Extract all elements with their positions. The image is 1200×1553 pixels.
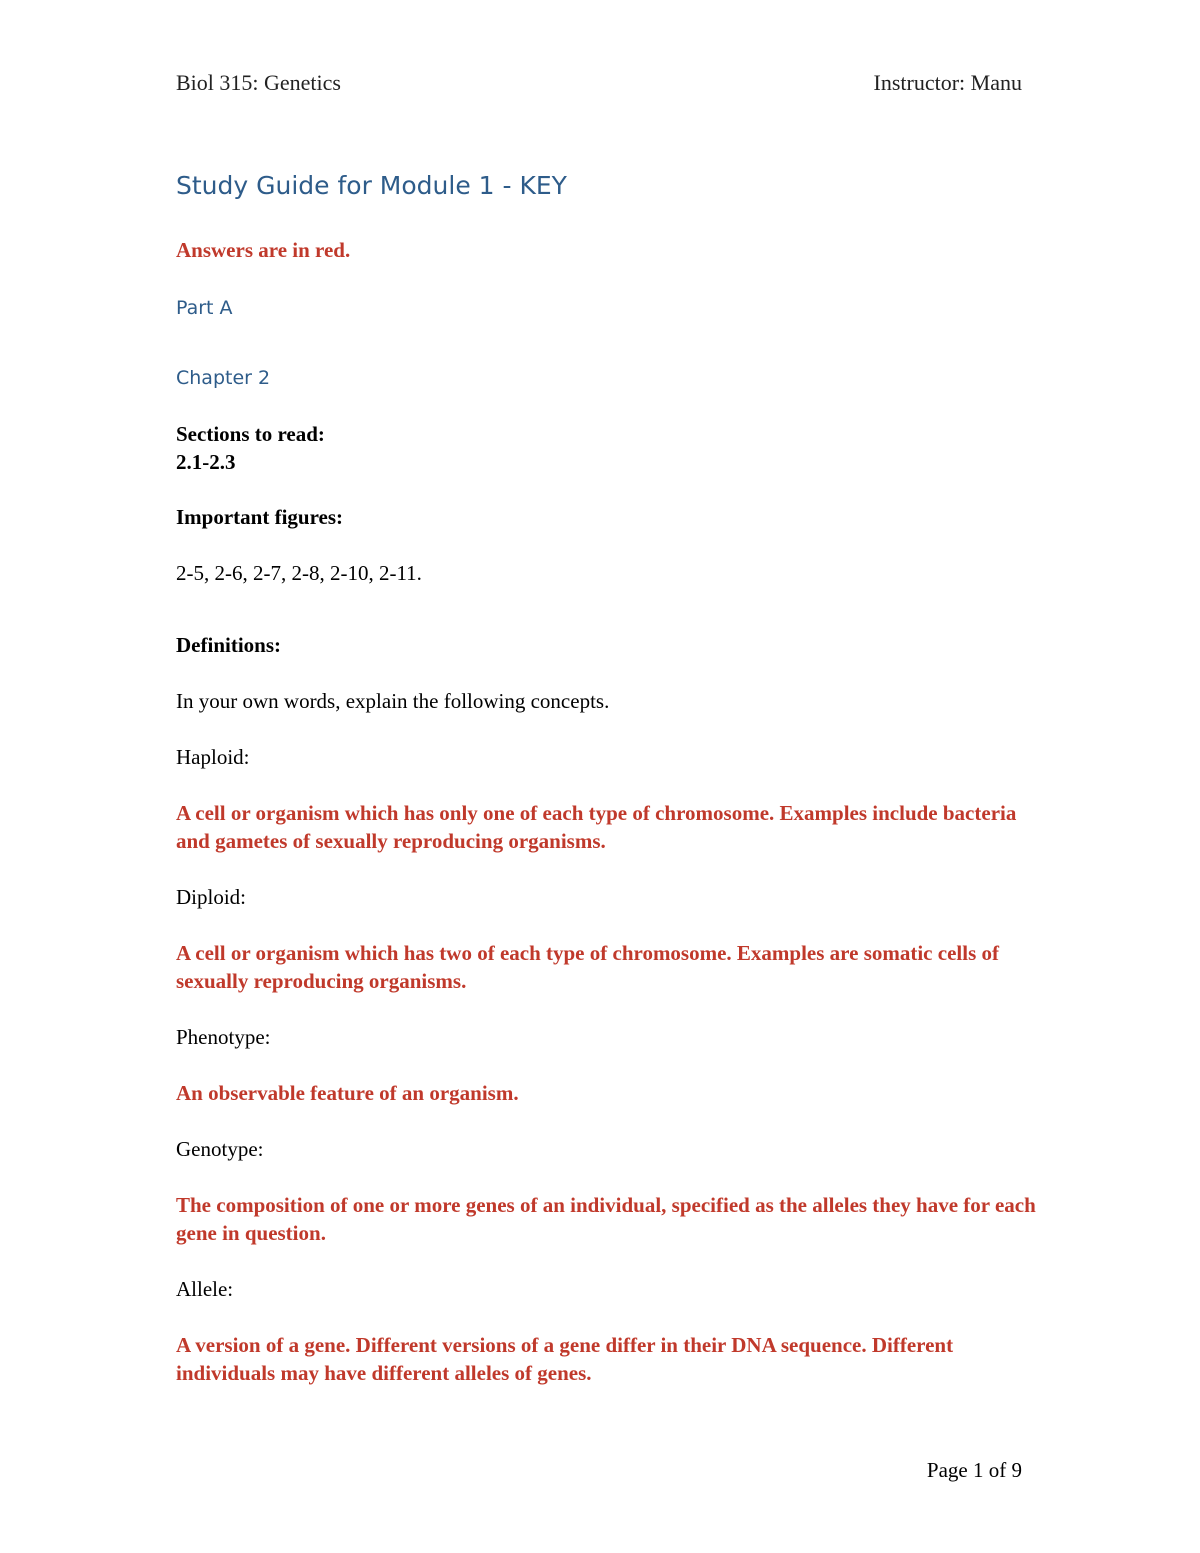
definition-term: Genotype: [176,1137,264,1161]
definition-answer: A cell or organism which has two of each type of chromosome. Examples are somatic cells of sexually reproducing organisms. [176,941,999,993]
figures-value: 2-5, 2-6, 2-7, 2-8, 2-10, 2-11. [176,561,422,585]
document-body [176,166,1036,1387]
document-title: Study Guide for Module 1 - KEY [176,171,567,200]
definitions-label: Definitions: [176,633,281,657]
header-instructor: Instructor: Manu [873,70,1022,95]
chapter-heading: Chapter 2 [176,367,271,389]
definition-answer: A version of a gene. Different versions of a gene differ in their DNA sequence. Different individuals may have different alleles of genes. [176,1333,954,1385]
definition-answer: A cell or organism which has only one of each type of chromosome. Examples include bacteria and gametes of sexually reproducing organisms. [176,801,1017,853]
definition-term: Phenotype: [176,1025,271,1049]
definitions-instruction: In your own words, explain the following concepts. [176,689,610,713]
definition-answer: The composition of one or more genes of an individual, specified as the alleles they have for each gene in question. [176,1193,1036,1245]
header-course: Biol 315: Genetics [176,70,341,95]
definition-term: Diploid: [176,885,247,909]
definition-term: Haploid: [176,745,250,769]
answers-note: Answers are in red. [176,238,351,262]
definition-term: Allele: [176,1277,234,1301]
part-heading: Part A [176,297,233,319]
definition-answer: An observable feature of an organism. [176,1081,519,1105]
figures-label: Important figures: [176,505,344,529]
page-number: Page 1 of 9 [926,1458,1022,1482]
sections-label: Sections to read: [176,422,325,446]
sections-value: 2.1-2.3 [176,450,236,474]
